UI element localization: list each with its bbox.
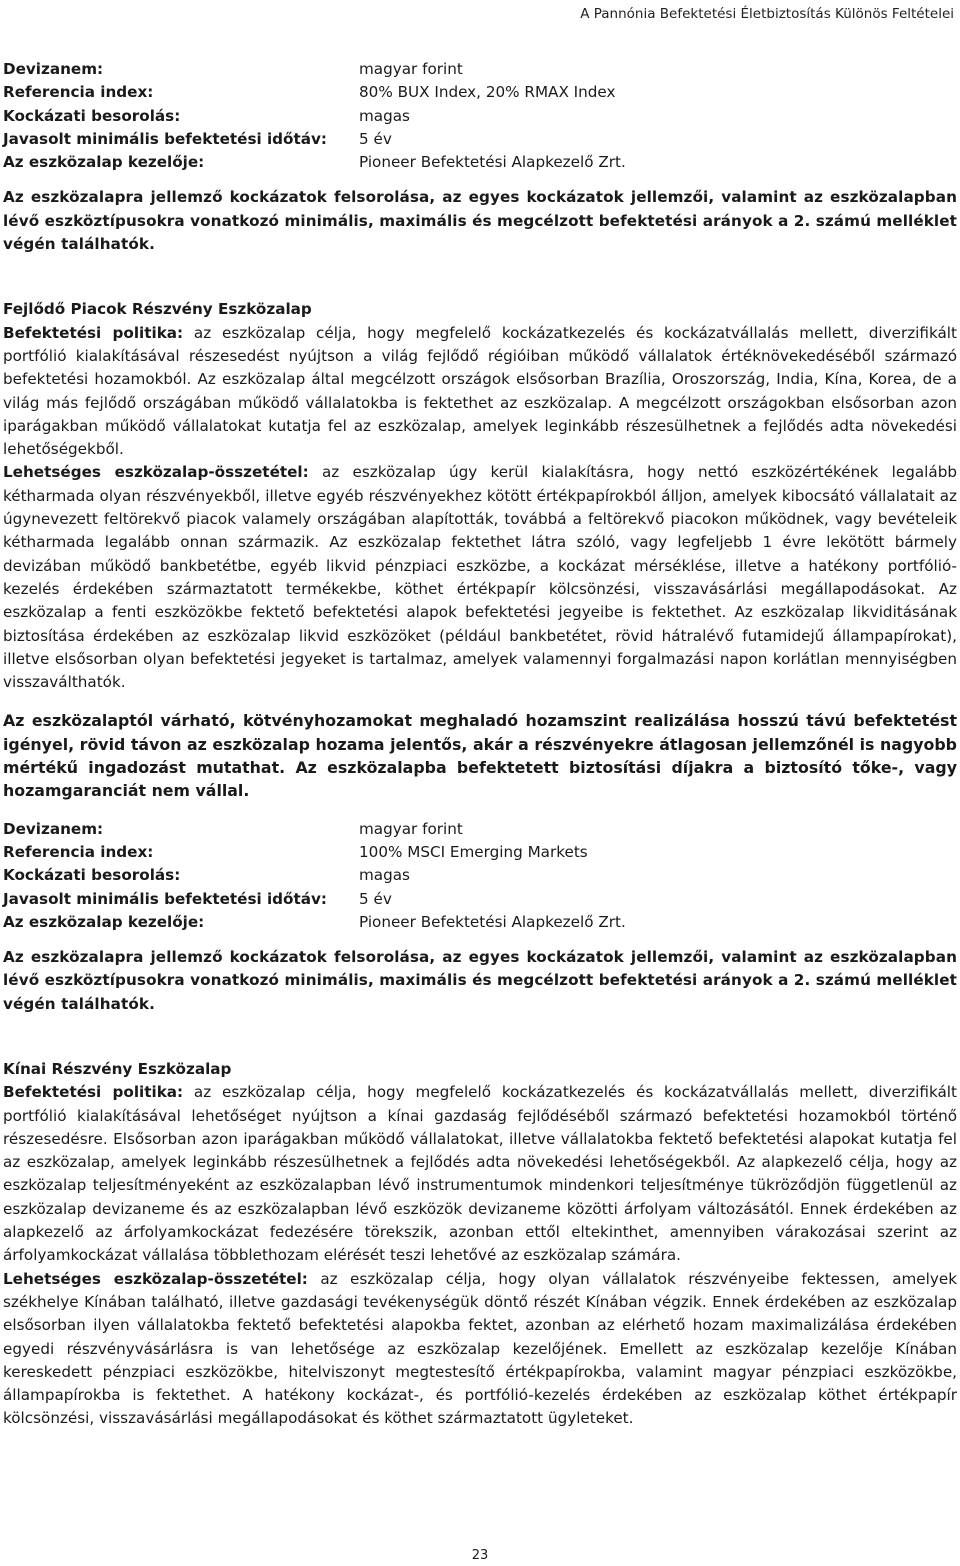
detail-value: magyar forint: [359, 60, 463, 78]
policy-text: az eszközalap célja, hogy megfelelő kockázatkezelés és kockázatvállalás mellett, diverzifikált portfólió kialakításával részesedést nyújtson a világ fejlődő régióiban működő vállalatok értéknövekedéséből származó befektetési hozamokból. Az eszközalap által megcélzott országok elsősorban Brazília, Oroszország, India, Kína, Korea, de a világ más fejlődő országában működő vállalatokba is fektethet az eszközalap. A megcélzott országokban elsősorban azon iparágakban működő vállalatokat kutatja fel az eszközalap, amelyek leginkább részesülhetnek a fejlődés adta növekedési lehetőségekből.: [3, 323, 957, 459]
detail-value: 100% MSCI Emerging Markets: [359, 842, 588, 861]
detail-label: Devizanem:: [3, 819, 104, 838]
running-header: A Pannónia Befektetési Életbiztosítás Különös Feltételei: [580, 6, 954, 22]
detail-value: magyar forint: [359, 819, 463, 838]
investment-policy: [3, 322, 957, 462]
detail-value: 5 év: [359, 889, 392, 908]
risk-note: Az eszközalapra jellemző kockázatok felsorolása, az egyes kockázatok jellemzői, valamint az eszközalapban lévő eszköztípusokra vonatkozó minimális, maximális és megcélzott befektetési arányok a 2. számú melléklet végén találhatók.: [3, 188, 957, 254]
policy-text: az eszközalap célja, hogy megfelelő kockázatkezelés és kockázatvállalás mellett, diverzifikált portfólió kialakításával lehetőséget nyújtson a kínai gazdaság fejlődéséből származó befektetési hozamokból történő részesedésre. Elsősorban azon iparágakban működő vállalatokat, illetve vállalatokba fektető befektetési alapokat kutatja fel az eszközalap, amelyek leginkább részesülhetnek a fejlődés adta növekedési lehetőségekből. Az alapkezelő célja, hogy az eszközalap teljesítményeként az eszközalapban lévő instrumentumok mindenkori teljesítménye tükröződjön függetlenül az eszközalap devizaneme és az eszközalapban lévő eszközök devizaneme közötti árfolyam változásától. Ennek érdekében az alapkezelő az árfolyamkockázat fedezésére törekszik, azonban ettől eltekinthet, amennyiben várakozásai szerint az árfolyamkockázat vállalása többlethozam elérését teszi lehetővé az eszközalap számára.: [3, 1083, 957, 1265]
composition-label: Lehetséges eszközalap-összetétel:: [3, 463, 309, 482]
detail-value: Pioneer Befektetési Alapkezelő Zrt.: [359, 153, 626, 172]
detail-value: Pioneer Befektetési Alapkezelő Zrt.: [359, 912, 626, 931]
policy-label: Befektetési politika:: [3, 323, 184, 342]
composition-text: az eszközalap úgy kerül kialakításra, hogy nettó eszközértékének legalább kétharmada olyan részvényekből, illetve egyéb részvényekhez kötött értékpapírokból álljon, amelyek kibocsátó vállalatait az úgynevezett feltörekvő piacok valamely országában alapították, továbbá a feltörekvő piacokon működnek, vagy bevételeik kétharmada legalább onnan származik. Az eszközalap fektethet látra szóló, vagy legfeljebb 1 évre lekötött bármely devizában működő bankbetétbe, egyéb likvid pénzpiaci eszközbe, a kockázat mérséklése, illetve a hatékony portfólió-kezelés érdekében származtatott termékekbe, köthet értékpapír kölcsönzési, visszavásárlási megállapodásokat. Az eszközalap a fenti eszközökbe fektető befektetési alapok befektetési jegyeibe is fektethet. Az eszközalap likviditásának biztosítása érdekében az eszközalap likvid eszközöket (például bankbetétet, rövid hátralévő futamidejű állampapírokat), illetve elsősorban olyan befektetési jegyeket is tartalmaz, amelyek valamennyi forgalmazási napon korlátlan mennyiségben visszaválthatók.: [3, 463, 957, 692]
detail-label: Javasolt minimális befektetési időtáv:: [3, 129, 327, 148]
composition-text: az eszközalap célja, hogy olyan vállalatok részvényeibe fektessen, amelyek székhelye Kínában található, illetve gazdasági tevékenységük döntő részét Kínában végzik. Ennek érdekében az eszközalap elsősorban ilyen vállalatokba fektető befektetési alapokba fektet, azonban az elérhető hozam maximalizálása érdekében egyedi részvényvásárlásra is van lehetősége az eszközalap kezelőjének. Emellett az eszközalap kezelője Kínában kereskedett pénzpiaci eszközökbe, hitelviszonyt megtestesítő értékpapírokba, valamint magyar pénzpiaci eszközökbe, állampapírokba is fektethet. A hatékony kockázat-, és portfólió-kezelés érdekében az eszközalap köthet értékpapír kölcsönzési, visszavásárlási megállapodásokat és köthet származtatott ügyleteket.: [3, 1269, 957, 1428]
detail-label: Javasolt minimális befektetési időtáv:: [3, 889, 327, 908]
asset-composition: [3, 461, 957, 694]
fund-title: Kínai Részvény Eszközalap: [3, 1059, 232, 1078]
detail-value: magas: [359, 866, 410, 885]
detail-label: Kockázati besorolás:: [3, 106, 181, 125]
risk-statement: Az eszközalaptól várható, kötvényhozamokat meghaladó hozamszint realizálása hosszú távú befektetést igényel, rövid távon az eszközalap hozama jelentős, akár a részvényekre átlagosan jellemzőnél is nagyobb mértékű ingadozást mutathat. Az eszközalapba befektetett biztosítási díjakra a biztosító tőke-, vagy hozamgaranciát nem vállal.: [3, 711, 957, 801]
page-content: [3, 58, 957, 1431]
detail-label: Referencia index:: [3, 842, 154, 861]
fund-details-table: [3, 818, 957, 934]
composition-label: Lehetséges eszközalap-összetétel:: [3, 1269, 308, 1288]
page-number: 23: [471, 1548, 489, 1563]
asset-composition: [3, 1268, 957, 1431]
fund-title: Fejlődő Piacok Részvény Eszközalap: [3, 300, 312, 319]
detail-label: Kockázati besorolás:: [3, 866, 181, 885]
investment-policy: [3, 1081, 957, 1267]
detail-label: Devizanem:: [3, 60, 104, 78]
policy-label: Befektetési politika:: [3, 1083, 184, 1102]
fund-details-table: [3, 58, 957, 174]
detail-label: Az eszközalap kezelője:: [3, 153, 205, 172]
detail-label: Referencia index:: [3, 83, 154, 102]
detail-value: magas: [359, 106, 410, 125]
risk-note: Az eszközalapra jellemző kockázatok felsorolása, az egyes kockázatok jellemzői, valamint az eszközalapban lévő eszköztípusokra vonatkozó minimális, maximális és megcélzott befektetési arányok a 2. számú melléklet végén találhatók.: [3, 948, 957, 1013]
detail-value: 80% BUX Index, 20% RMAX Index: [359, 83, 616, 102]
detail-value: 5 év: [359, 129, 392, 148]
detail-label: Az eszközalap kezelője:: [3, 912, 205, 931]
